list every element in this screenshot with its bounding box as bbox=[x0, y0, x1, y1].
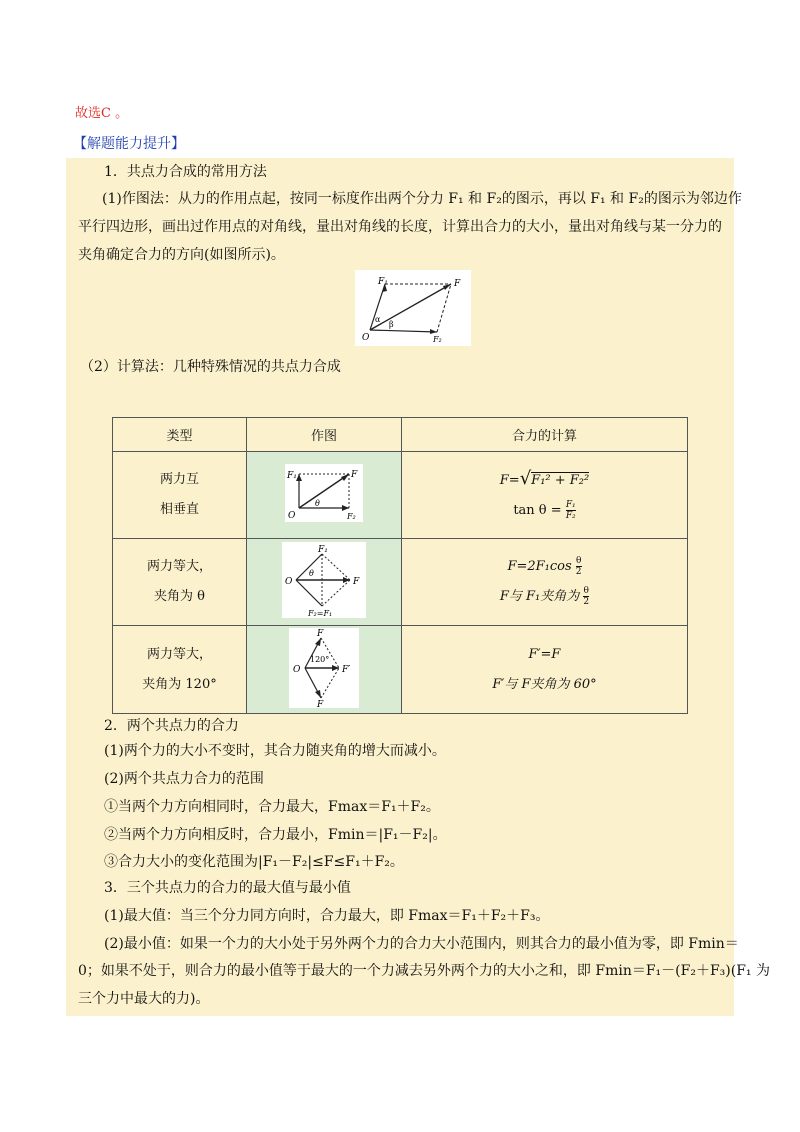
row1-figure-cell bbox=[247, 452, 402, 539]
row3-calc-line1: F′=F bbox=[528, 646, 561, 662]
fig1-label-beta: β bbox=[389, 320, 394, 329]
row2-calc1-fraction bbox=[576, 556, 582, 577]
row3-calc-line2: F′与 F夹角为 60° bbox=[492, 676, 597, 692]
r1-label-o: O bbox=[288, 511, 296, 521]
r1-resultant bbox=[299, 474, 349, 508]
row2-figure-cell bbox=[247, 539, 402, 626]
fig1-label-f: F bbox=[454, 279, 461, 289]
r3-label-fbot: F bbox=[317, 699, 324, 708]
table-row bbox=[113, 539, 688, 626]
row2-frac2-num: θ bbox=[583, 586, 589, 596]
p1-method1-line2: 平行四边形，画出过作用点的对角线，量出对角线的长度，计算出合力的大小，量出对角线与某一分力的 bbox=[78, 219, 722, 235]
row2-type-line2: 夹角为 θ bbox=[154, 589, 205, 604]
fig1-label-o: O bbox=[362, 333, 370, 343]
row1-frac-den: F₂ bbox=[565, 511, 576, 521]
row2-frac1-den: 2 bbox=[575, 567, 582, 577]
table-row bbox=[113, 452, 688, 539]
row2-calc-eq: F=2F₁cos bbox=[507, 559, 572, 574]
row1-type-line1: 两力互 bbox=[159, 472, 199, 487]
row3-figure-cell bbox=[247, 626, 402, 714]
fig1-label-f2: F₂ bbox=[433, 335, 442, 344]
row3-type-line1: 两力等大， bbox=[146, 646, 212, 662]
p2-line1: (1)两个力的大小不变时，其合力随夹角的增大而减小。 bbox=[104, 743, 446, 759]
r1-label-f1: F₁ bbox=[287, 471, 297, 481]
r3-label-o: O bbox=[293, 664, 301, 675]
table-row bbox=[113, 626, 688, 714]
row1-calc-eq: F= bbox=[499, 473, 520, 488]
r2-label-f: F bbox=[353, 577, 360, 587]
r2-dash-bottom bbox=[322, 580, 350, 606]
row2-calc bbox=[402, 539, 688, 626]
header-figure: 作图 bbox=[247, 418, 402, 452]
row3-type-line2: 夹角为 120° bbox=[142, 676, 217, 692]
fig1-label-alpha: α bbox=[375, 315, 381, 324]
r3-dash-bottom bbox=[321, 668, 339, 698]
p3-line3: 0；如果不处于，则合力的最小值等于最大的一个力减去另外两个力的大小之和，即 Fmin＝F₁－(F₂＋F₃)(F₁ 为 bbox=[78, 963, 770, 979]
r1-arrow-f2 bbox=[342, 505, 349, 511]
row2-calc-line2 bbox=[402, 582, 687, 612]
r2-dash-top bbox=[322, 554, 350, 580]
r2-label-o: O bbox=[285, 577, 293, 587]
r1-label-theta: θ bbox=[315, 499, 320, 508]
r2-label-theta: θ bbox=[309, 569, 314, 578]
row2-frac2-den: 2 bbox=[583, 597, 590, 607]
row1-calc-line1 bbox=[402, 464, 687, 496]
perpendicular-figure bbox=[285, 464, 363, 522]
row1-type-line2: 相垂直 bbox=[159, 502, 199, 517]
p3-line4: 三个力中最大的力)。 bbox=[78, 991, 210, 1007]
header-type: 类型 bbox=[113, 418, 247, 452]
r3-label-ftop: F bbox=[317, 628, 324, 639]
row1-calc-line2 bbox=[402, 496, 687, 526]
row2-calc-angle: F与 F₁夹角为 bbox=[499, 589, 580, 604]
p2-line3: ①当两个力方向相同时，合力最大，Fmax＝F₁＋F₂。 bbox=[104, 799, 440, 815]
sqrt-sign: √ bbox=[519, 468, 532, 489]
r2-arrow-f bbox=[343, 577, 350, 583]
f2-vector bbox=[370, 330, 437, 332]
r1-label-f2: F₂ bbox=[347, 512, 356, 521]
p1-method2: （2）计算法：几种特殊情况的共点力合成 bbox=[80, 359, 341, 375]
p2-title: 2．两个共点力的合力 bbox=[104, 718, 239, 734]
p2-line2: (2)两个共点力合力的范围 bbox=[104, 771, 264, 787]
row1-calc-tan: tan θ = bbox=[513, 503, 562, 518]
r2-label-f1: F₁ bbox=[318, 545, 328, 555]
row2-type-line1: 两力等大， bbox=[146, 559, 212, 574]
row1-frac-num: F₁ bbox=[565, 500, 576, 510]
p1-method1-line3: 夹角确定合力的方向(如图所示)。 bbox=[78, 247, 285, 263]
equal-forces-figure bbox=[282, 542, 366, 618]
answer-text: 故选C 。 bbox=[75, 106, 129, 121]
row1-calc-fraction bbox=[566, 500, 576, 521]
p3-line1: (1)最大值：当三个分力同方向时，合力最大，即 Fmax＝F₁＋F₂＋F₃。 bbox=[104, 908, 550, 924]
p3-title: 3．三个共点力的合力的最大值与最小值 bbox=[104, 880, 351, 896]
row2-calc-line1 bbox=[402, 552, 687, 582]
p2-line5: ③合力大小的变化范围为|F₁－F₂|≤F≤F₁＋F₂。 bbox=[104, 854, 404, 870]
fig1-label-f1: F₁ bbox=[378, 277, 388, 287]
r3-arrow-bottom bbox=[315, 690, 321, 698]
r1-label-f: F bbox=[351, 470, 358, 480]
row1-calc-radicand: F₁² + F₂² bbox=[531, 473, 590, 488]
row1-calc bbox=[402, 452, 688, 539]
r1-arrow-f1 bbox=[296, 474, 302, 481]
p1-method1-line1: (1)作图法：从力的作用点起，按同一标度作出两个分力 F₁ 和 F₂的图示，再以 F₁ 和 F₂的图示为邻边作 bbox=[102, 191, 742, 207]
row2-calc2-fraction bbox=[583, 586, 589, 607]
header-calc: 合力的计算 bbox=[402, 418, 688, 452]
row3-type bbox=[113, 626, 247, 714]
row1-type bbox=[113, 452, 247, 539]
section-title: 【解题能力提升】 bbox=[73, 136, 185, 152]
r3-arrow-top bbox=[315, 638, 321, 646]
r2-label-f2: F₂=F₁ bbox=[308, 609, 333, 618]
table-header-row bbox=[113, 418, 688, 452]
row3-calc bbox=[402, 626, 688, 714]
parallelogram-figure bbox=[355, 270, 471, 346]
p1-title: 1．共点力合成的常用方法 bbox=[104, 164, 267, 180]
force-table bbox=[112, 417, 688, 714]
p3-line2: (2)最小值：如果一个力的大小处于另外两个力的合力大小范围内，则其合力的最小值为零，即 Fmin＝ bbox=[104, 936, 739, 952]
r3-label-angle: 120° bbox=[310, 654, 330, 664]
r1-arrow-f bbox=[341, 474, 349, 481]
120-degree-figure bbox=[289, 628, 359, 708]
r3-label-fp: F′ bbox=[342, 664, 351, 675]
r2-f2-vector bbox=[296, 580, 322, 606]
p2-line4: ②当两个力方向相反时，合力最小，Fmin＝|F₁－F₂|。 bbox=[104, 827, 447, 843]
row2-frac1-num: θ bbox=[575, 556, 582, 566]
row2-type bbox=[113, 539, 247, 626]
